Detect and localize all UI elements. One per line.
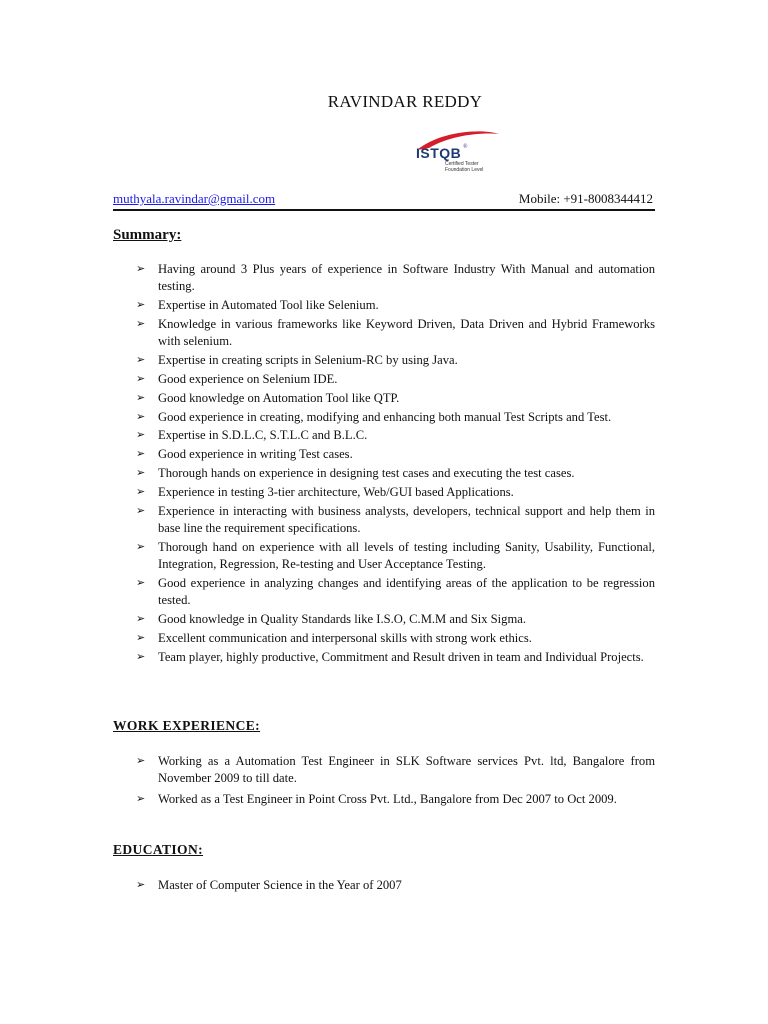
list-item-text: Expertise in creating scripts in Selenium-RC by using Java. xyxy=(158,353,458,368)
list-item-text: Experience in interacting with business analysts, developers, technical support and help them in base line the requirement specifications. xyxy=(158,503,655,535)
arrow-bullet-icon: ➢ xyxy=(136,485,146,498)
logo-subtitle-2: Foundation Level xyxy=(445,167,484,173)
arrow-bullet-icon: ➢ xyxy=(136,613,146,626)
contact-line xyxy=(113,191,655,211)
summary-heading: Summary: xyxy=(113,227,182,243)
arrow-bullet-icon: ➢ xyxy=(136,373,146,385)
list-item-text: Good experience in writing Test cases. xyxy=(158,447,353,462)
education-list xyxy=(136,877,655,896)
list-item xyxy=(136,371,655,388)
education-heading: EDUCATION: xyxy=(113,842,204,857)
list-item-text: Thorough hands on experience in designing test cases and executing the test cases. xyxy=(158,465,575,480)
arrow-bullet-icon: ➢ xyxy=(136,410,146,423)
list-item-text: Good experience in analyzing changes and identifying areas of the application to be regression tested. xyxy=(158,575,655,608)
list-item xyxy=(136,877,655,894)
list-item xyxy=(136,297,655,314)
list-item xyxy=(136,446,655,463)
arrow-bullet-icon: ➢ xyxy=(136,631,146,644)
arrow-bullet-icon: ➢ xyxy=(136,466,146,479)
arrow-bullet-icon: ➢ xyxy=(136,540,146,553)
list-item-text: Team player, highly productive, Commitment and Result driven in team and Individual Projects. xyxy=(158,649,644,664)
arrow-bullet-icon: ➢ xyxy=(136,391,146,404)
list-item xyxy=(136,611,655,628)
list-item xyxy=(136,390,655,407)
list-item-text: Good experience on Selenium IDE. xyxy=(158,372,338,386)
arrow-bullet-icon: ➢ xyxy=(136,263,146,275)
arrow-bullet-icon: ➢ xyxy=(136,318,146,330)
arrow-bullet-icon: ➢ xyxy=(136,354,146,367)
registered-mark: ® xyxy=(463,144,468,150)
list-item-text: Expertise in S.D.L.C, S.T.L.C and B.L.C. xyxy=(158,428,368,443)
mobile-number: Mobile: +91-8008344412 xyxy=(518,191,653,206)
logo-text: ISTQB xyxy=(416,145,462,161)
list-item xyxy=(136,427,655,444)
work-experience-heading: WORK EXPERIENCE: xyxy=(113,718,261,733)
list-item-text: Good knowledge in Quality Standards like I.S.O, C.M.M and Six Sigma. xyxy=(158,612,526,627)
arrow-bullet-icon: ➢ xyxy=(136,299,146,312)
arrow-bullet-icon: ➢ xyxy=(136,650,146,663)
arrow-bullet-icon: ➢ xyxy=(136,429,146,442)
list-item-text: Knowledge in various frameworks like Keyword Driven, Data Driven and Hybrid Frameworks with selenium. xyxy=(158,317,655,349)
list-item xyxy=(136,753,655,788)
list-item xyxy=(136,539,655,574)
list-item-text: Working as a Automation Test Engineer in SLK Software services Pvt. ltd, Bangalore from November 2009 to till date. xyxy=(158,754,655,786)
logo-subtitle-1: Certified Tester xyxy=(445,161,479,167)
arrow-bullet-icon: ➢ xyxy=(136,576,146,589)
list-item xyxy=(136,409,655,426)
list-item xyxy=(136,316,655,351)
list-item-text: Good experience in creating, modifying and enhancing both manual Test Scripts and Test. xyxy=(158,409,612,424)
list-item xyxy=(136,630,655,647)
list-item-text: Experience in testing 3-tier architecture, Web/GUI based Applications. xyxy=(158,484,514,499)
list-item xyxy=(136,649,655,666)
list-item xyxy=(136,503,655,538)
arrow-bullet-icon: ➢ xyxy=(136,504,146,517)
list-item-text: Thorough hand on experience with all levels of testing including Sanity, Usability, Functional, Integration, Regression, Re-testing and User Acceptance Testing. xyxy=(158,539,655,572)
list-item-text: Having around 3 Plus years of experience in Software Industry With Manual and automation testing. xyxy=(158,262,655,294)
list-item-text: Master of Computer Science in the Year of 2007 xyxy=(158,878,402,892)
istqb-logo xyxy=(399,128,507,176)
arrow-bullet-icon: ➢ xyxy=(136,755,146,767)
arrow-bullet-icon: ➢ xyxy=(136,793,146,806)
list-item-text: Worked as a Test Engineer in Point Cross Pvt. Ltd., Bangalore from Dec 2007 to Oct 2009. xyxy=(158,792,617,807)
list-item xyxy=(136,484,655,501)
list-item xyxy=(136,791,655,808)
list-item xyxy=(136,465,655,482)
list-item xyxy=(136,352,655,369)
list-item xyxy=(136,261,655,296)
list-item xyxy=(136,575,655,610)
arrow-bullet-icon: ➢ xyxy=(136,879,146,891)
work-experience-list xyxy=(136,753,655,812)
list-item-text: Excellent communication and interpersonal skills with strong work ethics. xyxy=(158,630,532,645)
arrow-bullet-icon: ➢ xyxy=(136,448,146,461)
summary-list xyxy=(136,261,655,668)
candidate-name: RAVINDAR REDDY xyxy=(327,92,483,111)
list-item-text: Good knowledge on Automation Tool like QTP. xyxy=(158,390,400,405)
email-link[interactable]: muthyala.ravindar@gmail.com xyxy=(113,191,276,206)
list-item-text: Expertise in Automated Tool like Selenium. xyxy=(158,298,379,313)
